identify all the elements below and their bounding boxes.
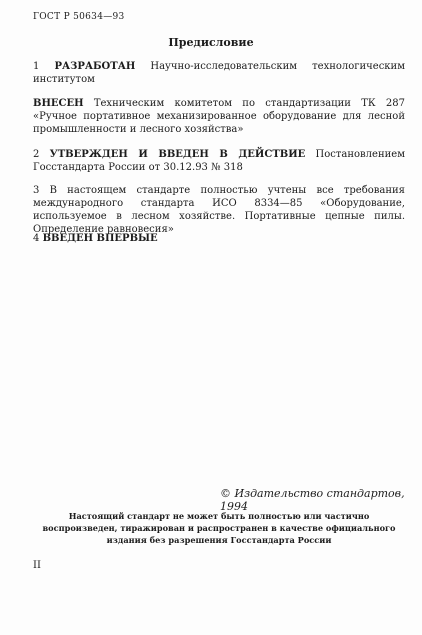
standard-code: ГОСТ Р 50634—93 [33, 12, 125, 22]
section-text: Техническим комитетом по стандартизации ТК 287 «Ручное портативное механизированное оборудование для лесной промышленности и лесного хозяйства» [33, 98, 405, 135]
section-lead: РАЗРАБОТАН [54, 61, 136, 72]
section-introduced [33, 97, 405, 136]
page-title: Предисловие [168, 36, 254, 49]
section-lead: УТВЕРЖДЕН И ВВЕДЕН В ДЕЙСТВИЕ [49, 149, 306, 160]
section-3 [33, 184, 405, 236]
section-1 [33, 60, 405, 86]
section-text: Постановлением Госстандарта России от 30.12.93 № 318 [33, 149, 405, 173]
section-number: 3 [33, 185, 40, 196]
section-number: 4 [33, 233, 40, 244]
page-number: II [33, 560, 41, 571]
section-text: В настоящем стандарте полностью учтены все требования международного стандарта ИСО 8334—85 «Оборудование, используемое в лесном хозяйстве. Портативные цепные пилы. Определение равновесия» [33, 185, 405, 235]
copyright-line: © Издательство стандартов, 1994 [220, 487, 405, 513]
section-number: 2 [33, 149, 40, 160]
section-text: Научно-исследовательским технологическим институтом [33, 61, 405, 85]
section-lead: ВВЕДЕН ВПЕРВЫЕ [42, 233, 158, 244]
section-2 [33, 148, 405, 174]
section-4 [33, 232, 405, 245]
reproduction-notice: Настоящий стандарт не может быть полностью или частично воспроизведен, тиражирован и распространен в качестве официального издания без разрешения Госстандарта России [42, 511, 396, 545]
section-lead: ВНЕСЕН [33, 98, 84, 109]
section-number: 1 [33, 61, 40, 72]
